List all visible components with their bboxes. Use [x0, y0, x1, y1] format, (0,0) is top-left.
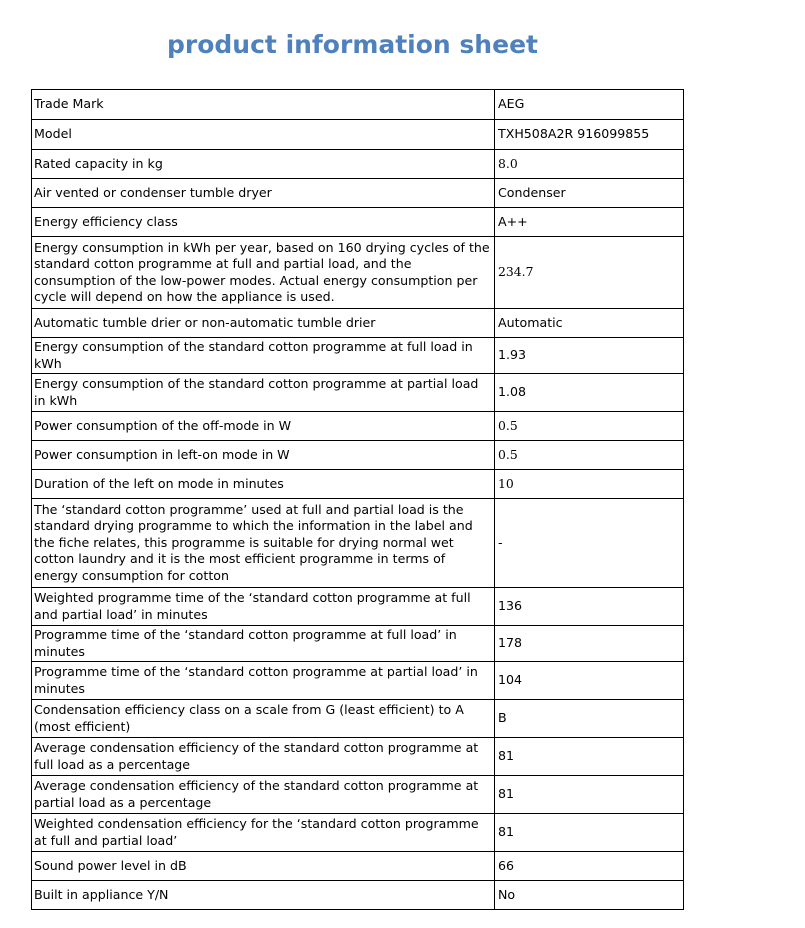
row-label: The ‘standard cotton programme’ used at full and partial load is the standard drying programme to which the information in the label and the fiche relates, this programme is suitable for drying normal wet cotton laundry and it is the most efficient programme in terms of energy consumption for cotton	[32, 499, 495, 588]
row-value: AEG	[495, 90, 684, 120]
row-value: 81	[495, 738, 684, 776]
row-value: 8.0	[495, 150, 684, 179]
row-value: 10	[495, 470, 684, 499]
row-label: Energy consumption in kWh per year, based on 160 drying cycles of the standard cotton programme at full and partial load, and the consumption of the low-power modes. Actual energy consumption per cycle will depend on how the appliance is used.	[32, 237, 495, 309]
table-row	[32, 470, 684, 499]
row-label: Energy consumption of the standard cotton programme at partial load in kWh	[32, 374, 495, 412]
table-row	[32, 150, 684, 179]
row-label: Sound power level in dB	[32, 852, 495, 881]
row-value: 81	[495, 814, 684, 852]
table-row	[32, 208, 684, 237]
table-row	[32, 90, 684, 120]
row-value: No	[495, 881, 684, 910]
row-value: TXH508A2R 916099855	[495, 120, 684, 150]
table-row	[32, 338, 684, 374]
row-label: Programme time of the ‘standard cotton programme at full load’ in minutes	[32, 626, 495, 662]
row-label: Model	[32, 120, 495, 150]
row-label: Rated capacity in kg	[32, 150, 495, 179]
table-row	[32, 499, 684, 588]
table-row	[32, 626, 684, 662]
row-label: Built in appliance Y/N	[32, 881, 495, 910]
row-label: Average condensation efficiency of the standard cotton programme at partial load as a percentage	[32, 776, 495, 814]
row-label: Condensation efficiency class on a scale from G (least efficient) to A (most efficient)	[32, 700, 495, 738]
row-label: Air vented or condenser tumble dryer	[32, 179, 495, 208]
table-row	[32, 738, 684, 776]
row-value: B	[495, 700, 684, 738]
row-label: Energy efficiency class	[32, 208, 495, 237]
table-row	[32, 374, 684, 412]
page-title: product information sheet	[167, 30, 538, 59]
row-label: Trade Mark	[32, 90, 495, 120]
table-row	[32, 852, 684, 881]
row-label: Programme time of the ‘standard cotton programme at partial load’ in minutes	[32, 662, 495, 700]
table-row	[32, 441, 684, 470]
table-row	[32, 814, 684, 852]
row-value: 0.5	[495, 441, 684, 470]
table-row	[32, 237, 684, 309]
row-label: Energy consumption of the standard cotton programme at full load in kWh	[32, 338, 495, 374]
table-row	[32, 776, 684, 814]
row-value: 136	[495, 588, 684, 626]
row-value: 0.5	[495, 412, 684, 441]
row-value: Condenser	[495, 179, 684, 208]
row-value: -	[495, 499, 684, 588]
row-value: 104	[495, 662, 684, 700]
table-row	[32, 881, 684, 910]
row-value: 178	[495, 626, 684, 662]
row-value: 234.7	[495, 237, 684, 309]
row-value: 66	[495, 852, 684, 881]
row-value: 1.93	[495, 338, 684, 374]
row-label: Automatic tumble drier or non-automatic tumble drier	[32, 309, 495, 338]
product-info-table	[31, 89, 684, 910]
row-label: Power consumption in left-on mode in W	[32, 441, 495, 470]
row-label: Duration of the left on mode in minutes	[32, 470, 495, 499]
row-label: Weighted programme time of the ‘standard cotton programme at full and partial load’ in minutes	[32, 588, 495, 626]
row-label: Weighted condensation efficiency for the ‘standard cotton programme at full and partial load’	[32, 814, 495, 852]
row-label: Power consumption of the off-mode in W	[32, 412, 495, 441]
row-value: A++	[495, 208, 684, 237]
table-row	[32, 412, 684, 441]
table-row	[32, 588, 684, 626]
table-row	[32, 309, 684, 338]
row-value: Automatic	[495, 309, 684, 338]
table-row	[32, 700, 684, 738]
row-value: 1.08	[495, 374, 684, 412]
table-row	[32, 179, 684, 208]
table-row	[32, 120, 684, 150]
row-label: Average condensation efficiency of the standard cotton programme at full load as a percentage	[32, 738, 495, 776]
table-row	[32, 662, 684, 700]
row-value: 81	[495, 776, 684, 814]
